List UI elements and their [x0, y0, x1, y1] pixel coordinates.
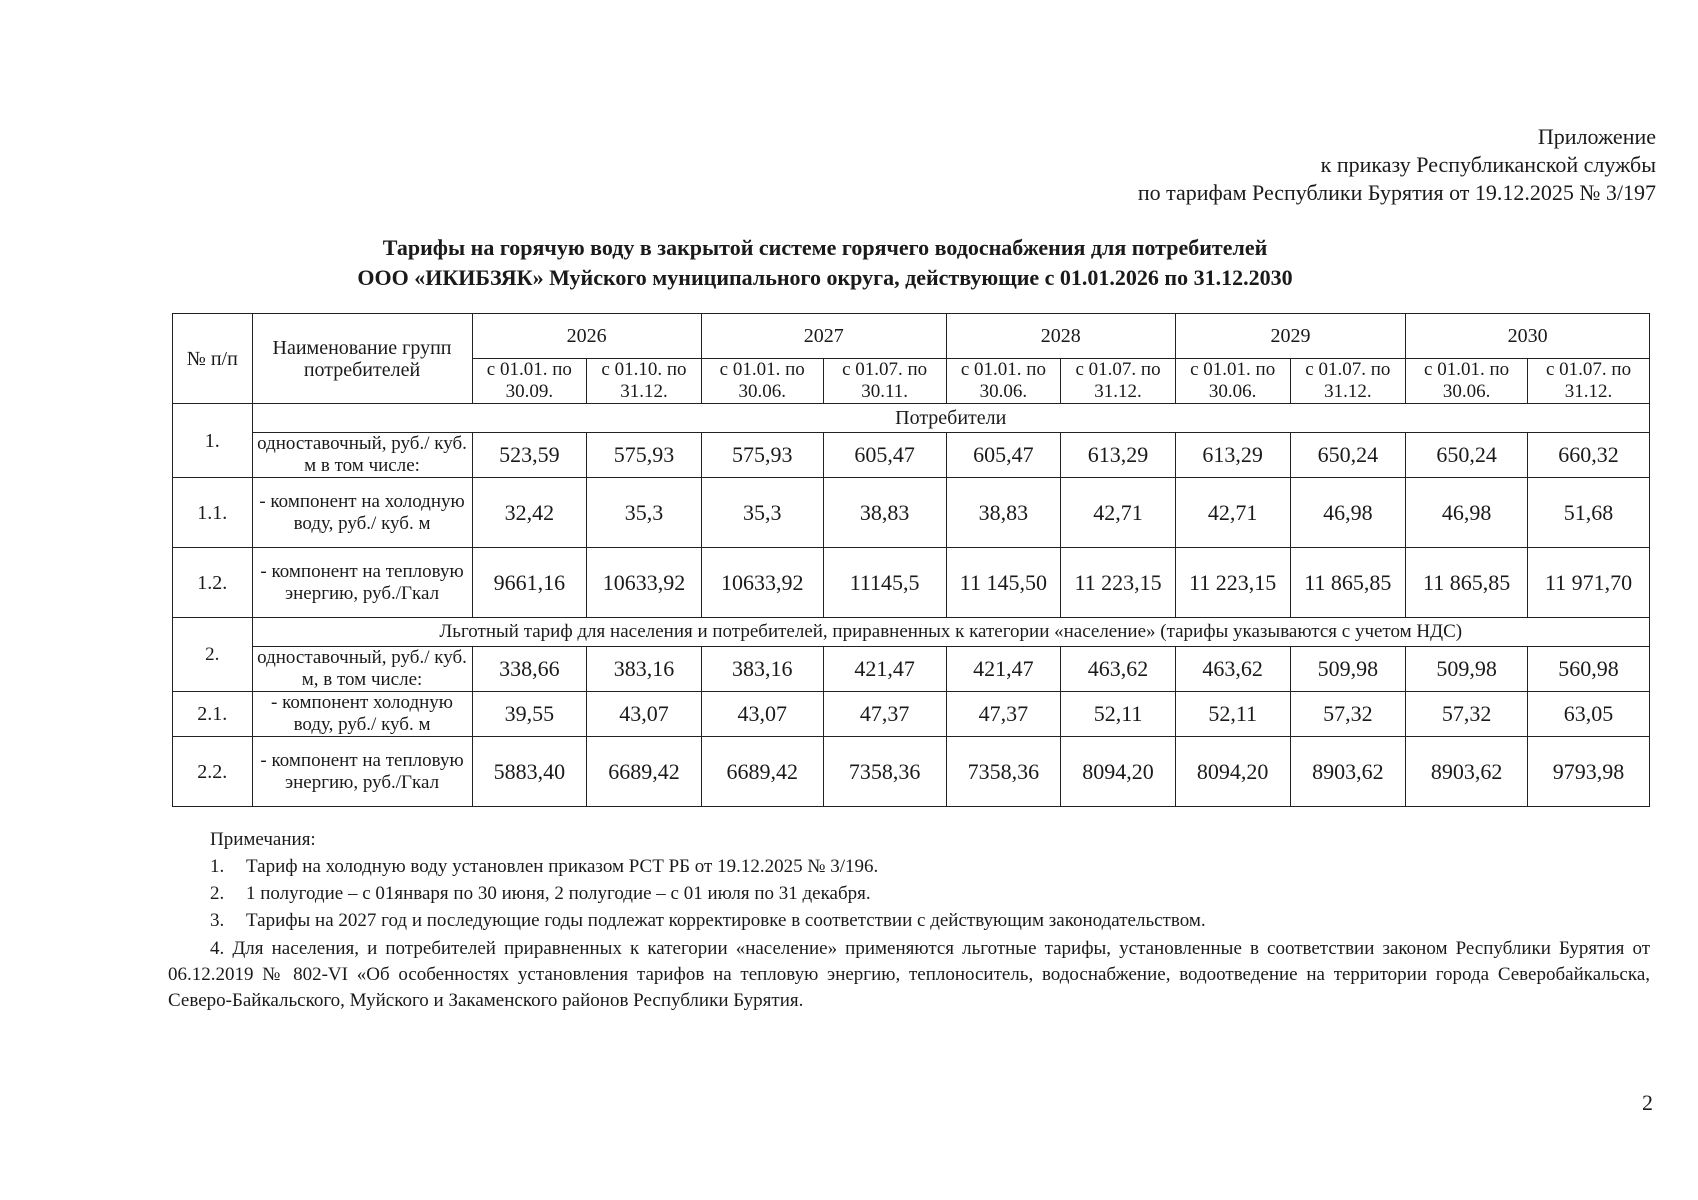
tariff-value: 8903,62 [1406, 737, 1528, 807]
tariff-value: 38,83 [946, 478, 1061, 548]
tariff-value: 613,29 [1175, 433, 1290, 478]
tariff-value: 660,32 [1528, 433, 1650, 478]
tariff-value: 32,42 [472, 478, 587, 548]
tariff-value: 650,24 [1290, 433, 1406, 478]
tariff-value: 463,62 [1175, 647, 1290, 692]
note-text: Тарифы на 2027 год и последующие годы подлежат корректировке в соответствии с действующим законодательством. [246, 910, 1206, 931]
group-label: Потребители [252, 404, 1649, 433]
table-row [173, 478, 1650, 548]
table-row [173, 737, 1650, 807]
tariff-value: 51,68 [1528, 478, 1650, 548]
tariff-value: 7358,36 [946, 737, 1061, 807]
appendix-line-3: по тарифам Республики Бурятия от 19.12.2025 № 3/197 [1137, 180, 1656, 205]
row-name: - компонент холодную воду, руб./ куб. м [252, 692, 472, 737]
period-header: с 01.01. по 30.09. [472, 359, 587, 404]
note-item [210, 907, 1650, 934]
year-header: 2029 [1175, 314, 1405, 359]
tariff-value: 43,07 [587, 692, 702, 737]
note-item-4: 4. Для населения, и потребителей приравненных к категории «население» применяются льготные тарифы, установленные в соответствии законом Республики Бурятия от 06.12.2019 № 802-VI «Об особенностях установления тарифов на тепловую энергию, теплоноситель, водоснабжение, водоотведение на территории города Северобайкальска, Северо-Байкальского, Муйского и Закаменского районов Республики Бурятия. [168, 938, 1650, 1011]
page-number: 2 [1642, 1090, 1653, 1115]
tariff-value: 42,71 [1175, 478, 1290, 548]
table-row [173, 548, 1650, 618]
tariff-value: 421,47 [823, 647, 946, 692]
title-line-2: ООО «ИКИБЗЯК» Муйского муниципального округа, действующие с 01.01.2026 по 31.12.2030 [357, 265, 1293, 290]
tariff-value: 650,24 [1406, 433, 1528, 478]
tariff-value: 523,59 [472, 433, 587, 478]
tariff-value: 11 223,15 [1175, 548, 1290, 618]
period-header: с 01.07. по 31.12. [1061, 359, 1176, 404]
period-header: с 01.10. по 31.12. [587, 359, 702, 404]
tariff-value: 383,16 [587, 647, 702, 692]
period-header: с 01.01. по 30.06. [946, 359, 1061, 404]
note-text: Тариф на холодную воду установлен приказом РСТ РБ от 19.12.2025 № 3/196. [246, 856, 879, 877]
note-number: 1. [210, 856, 225, 877]
note-number: 2. [210, 883, 225, 904]
row-number: 2.2. [173, 737, 253, 807]
tariff-value: 43,07 [701, 692, 823, 737]
row-name: - компонент на холодную воду, руб./ куб. м [252, 478, 472, 548]
tariff-value: 8094,20 [1061, 737, 1176, 807]
tariff-value: 605,47 [823, 433, 946, 478]
row-name: одноставочный, руб./ куб. м в том числе: [252, 433, 472, 478]
tariff-value: 6689,42 [701, 737, 823, 807]
tariff-value: 11145,5 [823, 548, 946, 618]
period-header: с 01.01. по 30.06. [701, 359, 823, 404]
tariff-value: 509,98 [1290, 647, 1406, 692]
row-number: 2. [173, 618, 253, 692]
tariff-value: 421,47 [946, 647, 1061, 692]
tariff-value: 63,05 [1528, 692, 1650, 737]
group-label-row [173, 618, 1650, 647]
tariff-value: 52,11 [1061, 692, 1176, 737]
year-header: 2028 [946, 314, 1175, 359]
year-header: 2026 [472, 314, 701, 359]
year-header: 2027 [701, 314, 946, 359]
group-label-row [173, 404, 1650, 433]
table-header-years [173, 314, 1650, 359]
period-header: с 01.07. по 31.12. [1290, 359, 1406, 404]
tariff-value: 35,3 [587, 478, 702, 548]
year-header: 2030 [1406, 314, 1650, 359]
notes-section [168, 826, 1650, 1014]
tariff-value: 11 971,70 [1528, 548, 1650, 618]
notes-heading: Примечания: [210, 829, 316, 850]
table-row [173, 692, 1650, 737]
appendix-line-1: Приложение [1537, 124, 1656, 149]
tariff-value: 10633,92 [701, 548, 823, 618]
tariff-value: 47,37 [946, 692, 1061, 737]
appendix-header [1138, 123, 1656, 207]
column-header-name: Наименование групп потребителей [252, 314, 472, 404]
tariff-value: 8094,20 [1175, 737, 1290, 807]
note-item [210, 880, 1650, 907]
tariff-value: 11 223,15 [1061, 548, 1176, 618]
tariff-value: 575,93 [587, 433, 702, 478]
table-row [173, 647, 1650, 692]
row-name: - компонент на тепловую энергию, руб./Гкал [252, 548, 472, 618]
period-header: с 01.01. по 30.06. [1175, 359, 1290, 404]
row-name: одноставочный, руб./ куб. м, в том числе: [252, 647, 472, 692]
tariff-value: 6689,42 [587, 737, 702, 807]
tariff-value: 47,37 [823, 692, 946, 737]
period-header: с 01.01. по 30.06. [1406, 359, 1528, 404]
row-number: 1.2. [173, 548, 253, 618]
tariff-value: 383,16 [701, 647, 823, 692]
tariff-value: 57,32 [1290, 692, 1406, 737]
column-header-number: № п/п [173, 314, 253, 404]
note-item [210, 853, 1650, 880]
tariff-value: 605,47 [946, 433, 1061, 478]
tariff-table [172, 313, 1650, 807]
tariff-value: 57,32 [1406, 692, 1528, 737]
tariff-value: 509,98 [1406, 647, 1528, 692]
tariff-value: 463,62 [1061, 647, 1176, 692]
tariff-value: 10633,92 [587, 548, 702, 618]
period-header: с 01.07. по 31.12. [1528, 359, 1650, 404]
table-row [173, 433, 1650, 478]
row-name: - компонент на тепловую энергию, руб./Гкал [252, 737, 472, 807]
tariff-value: 11 865,85 [1290, 548, 1406, 618]
appendix-line-2: к приказу Республиканской службы [1320, 152, 1656, 177]
title-line-1: Тарифы на горячую воду в закрытой системе горячего водоснабжения для потребителей [382, 235, 1268, 260]
tariff-value: 35,3 [701, 478, 823, 548]
tariff-value: 7358,36 [823, 737, 946, 807]
row-number: 1. [173, 404, 253, 478]
tariff-value: 560,98 [1528, 647, 1650, 692]
tariff-value: 42,71 [1061, 478, 1176, 548]
period-header: с 01.07. по 30.11. [823, 359, 946, 404]
tariff-value: 5883,40 [472, 737, 587, 807]
tariff-value: 46,98 [1406, 478, 1528, 548]
tariff-value: 8903,62 [1290, 737, 1406, 807]
group-label: Льготный тариф для населения и потребителей, приравненных к категории «население» (тарифы указываются с учетом НДС) [252, 618, 1649, 647]
tariff-value: 9661,16 [472, 548, 587, 618]
tariff-value: 338,66 [472, 647, 587, 692]
note-text: 1 полугодие – с 01января по 30 июня, 2 полугодие – с 01 июля по 31 декабря. [246, 883, 871, 904]
note-number: 3. [210, 910, 225, 931]
tariff-value: 613,29 [1061, 433, 1176, 478]
tariff-value: 575,93 [701, 433, 823, 478]
notes-list [168, 853, 1650, 934]
tariff-value: 46,98 [1290, 478, 1406, 548]
row-number: 1.1. [173, 478, 253, 548]
tariff-value: 38,83 [823, 478, 946, 548]
tariff-value: 52,11 [1175, 692, 1290, 737]
document-title [170, 233, 1480, 293]
tariff-value: 9793,98 [1528, 737, 1650, 807]
tariff-value: 39,55 [472, 692, 587, 737]
tariff-value: 11 145,50 [946, 548, 1061, 618]
row-number: 2.1. [173, 692, 253, 737]
tariff-value: 11 865,85 [1406, 548, 1528, 618]
